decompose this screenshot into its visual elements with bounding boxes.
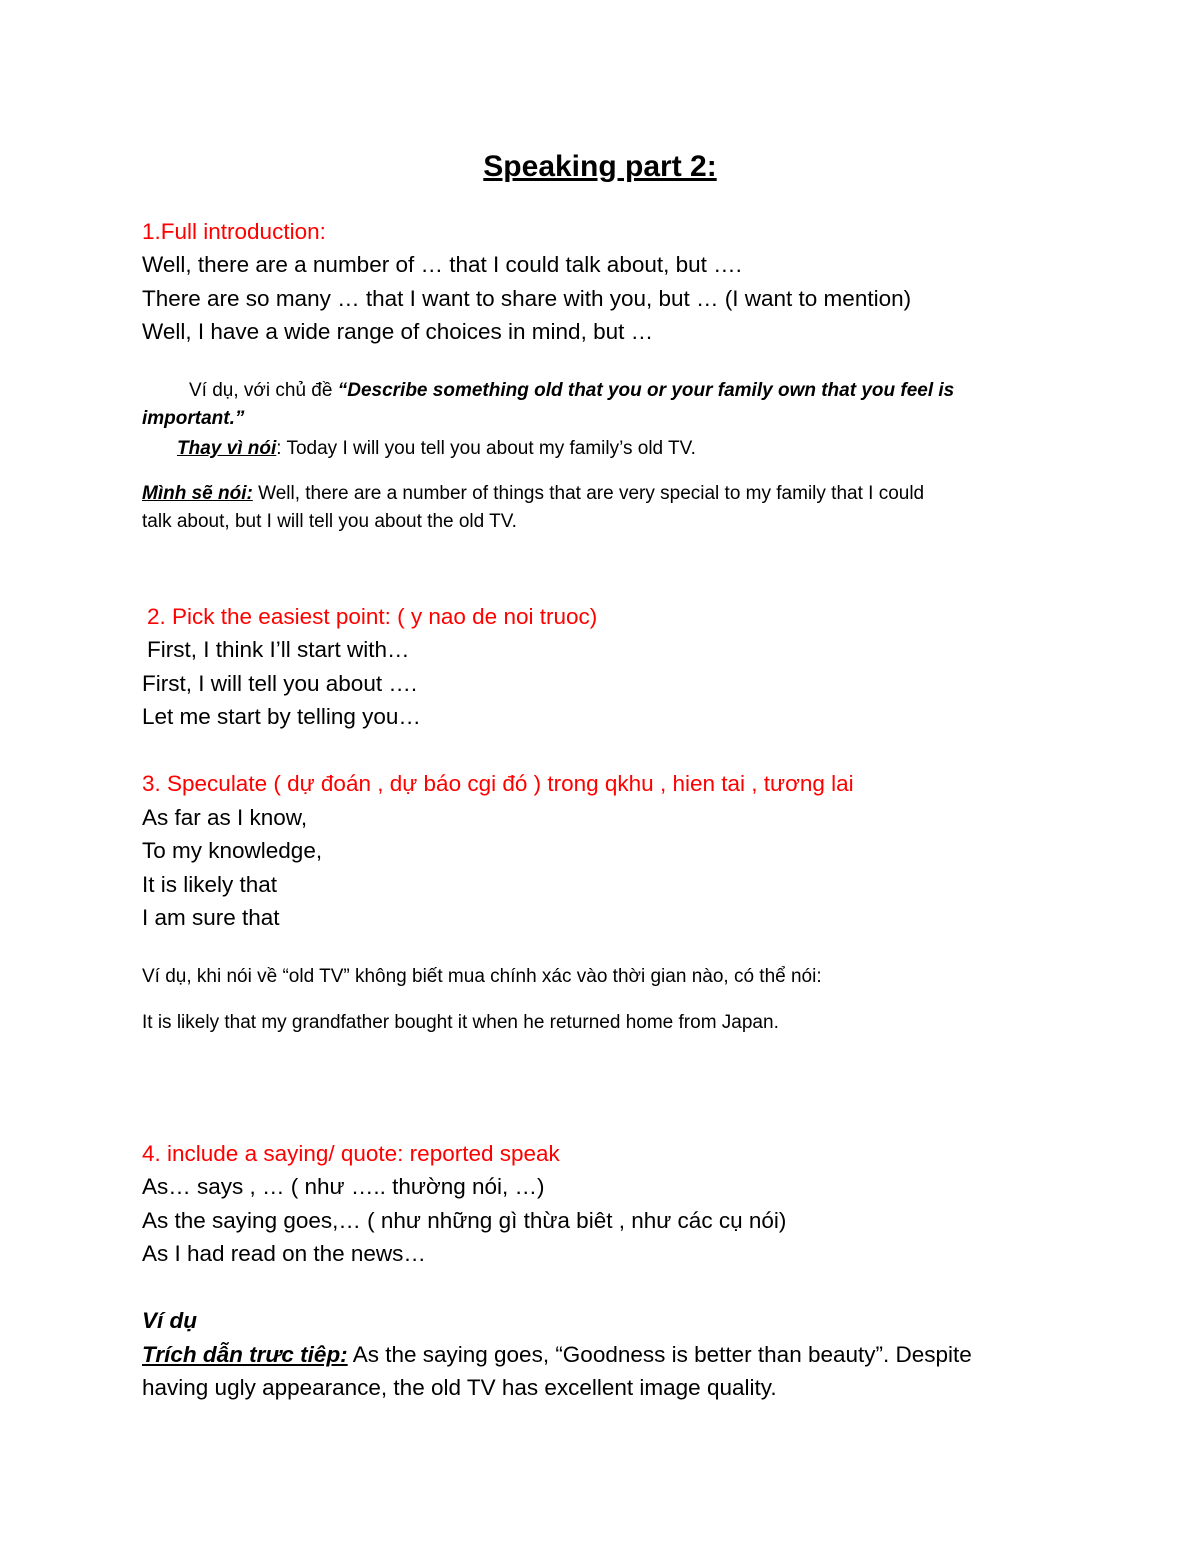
section4-example-label: Ví dụ <box>142 1308 197 1333</box>
section1-example-line-1 <box>189 377 954 405</box>
section3-heading: 3. Speculate ( dự đoán , dự báo cgi đó ) trong qkhu , hien tai , tương lai <box>142 771 854 796</box>
instead-line <box>177 435 696 463</box>
section4-line-2: As the saying goes,… ( như những gì thừa biêt , như các cụ nói) <box>142 1208 787 1233</box>
section3-example-2: It is likely that my grandfather bought it when he returned home from Japan. <box>142 1012 779 1033</box>
section1-line-2: There are so many … that I want to share with you, but … (I want to mention) <box>142 286 912 311</box>
section1-heading: 1.Full introduction: <box>142 219 326 244</box>
section3-line-4: I am sure that <box>142 905 280 930</box>
section2-heading: 2. Pick the easiest point: ( y nao de noi truoc) <box>147 604 598 629</box>
will-say-label: Mình sẽ nói: <box>142 483 253 504</box>
example-topic-1: “Describe something old that you or your family own that you feel is <box>337 380 955 401</box>
example-intro: Ví dụ, với chủ đề <box>189 380 338 401</box>
section3-line-2: To my knowledge, <box>142 838 323 863</box>
section2-line-3: Let me start by telling you… <box>142 704 421 729</box>
will-say-text-1: Well, there are a number of things that are very special to my family that I could <box>252 483 925 504</box>
section3-example-1: Ví dụ, khi nói về “old TV” không biết mua chính xác vào thời gian nào, có thể nói: <box>142 966 822 987</box>
will-say-line-2: talk about, but I will tell you about the old TV. <box>142 511 517 532</box>
direct-quote-label: Trích dẫn trưc tiêp: <box>142 1342 348 1367</box>
section2-line-1: First, I think I’ll start with… <box>147 637 410 662</box>
direct-quote-text-1: As the saying goes, “Goodness is better than beauty”. Despite <box>347 1342 972 1367</box>
section1-line-3: Well, I have a wide range of choices in mind, but … <box>142 319 654 344</box>
instead-label: Thay vì nói <box>177 438 277 459</box>
page-title: Speaking part 2: <box>483 150 717 183</box>
section2-line-2: First, I will tell you about …. <box>142 671 418 696</box>
example-topic-2: important.” <box>142 408 245 429</box>
will-say-line-1 <box>142 480 924 508</box>
instead-text: : Today I will you tell you about my family’s old TV. <box>276 438 696 459</box>
section3-line-3: It is likely that <box>142 872 278 897</box>
section3-line-1: As far as I know, <box>142 805 308 830</box>
section1-line-1: Well, there are a number of … that I could talk about, but …. <box>142 252 742 277</box>
section4-line-1: As… says , … ( như ….. thường nói, …) <box>142 1174 545 1199</box>
direct-quote-line-1 <box>142 1340 972 1370</box>
direct-quote-line-2: having ugly appearance, the old TV has excellent image quality. <box>142 1375 777 1400</box>
section4-line-3: As I had read on the news… <box>142 1241 426 1266</box>
section4-heading: 4. include a saying/ quote: reported speak <box>142 1141 560 1166</box>
